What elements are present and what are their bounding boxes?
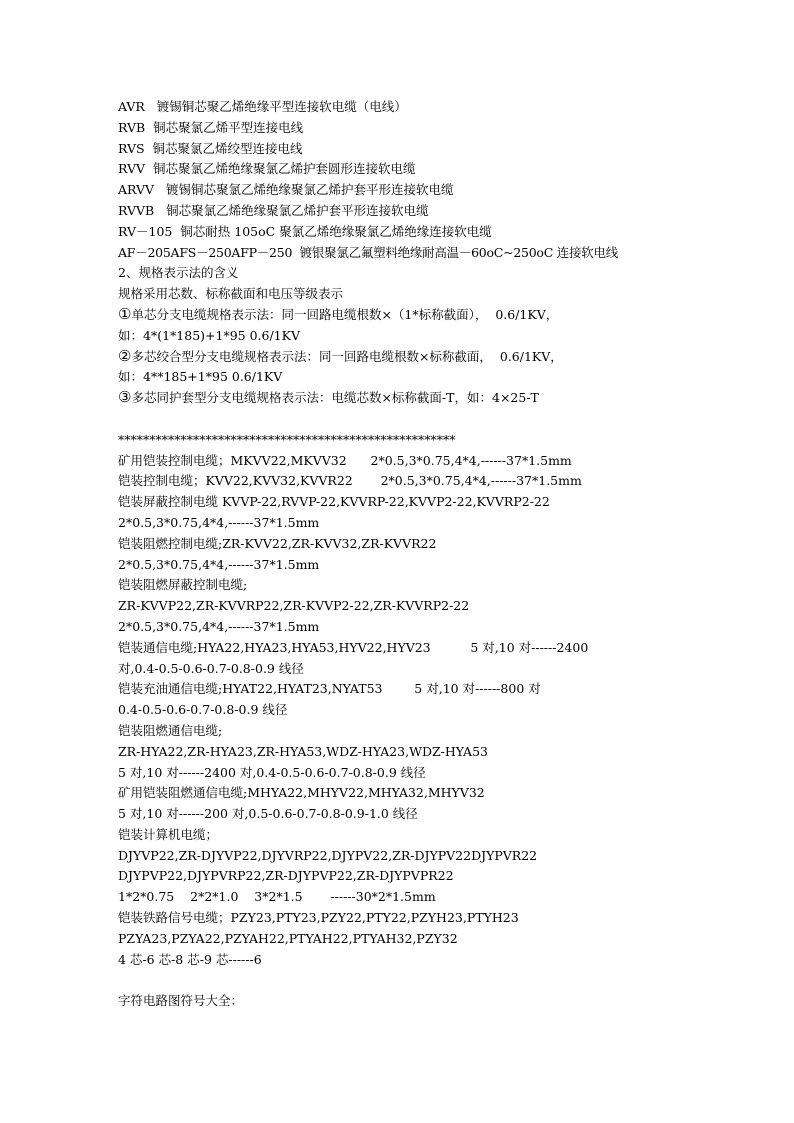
text-line: 铠装计算机电缆； (118, 826, 219, 842)
text-line: 矿用铠装控制电缆；MKVV22,MKVV32 2*0.5,3*0.75,4*4,------37*1.5mm (118, 452, 572, 468)
text-line: AVR 镀锡铜芯聚乙烯绝缘平型连接软电缆（电线） (118, 99, 407, 114)
circled-number-1: ① (118, 304, 132, 323)
text-line: 2*0.5,3*0.75,4*4,------37*1.5mm (118, 514, 320, 530)
text-line: ZR-HYA22,ZR-HYA23,ZR-HYA53,WDZ-HYA23,WDZ-HYA53 (118, 743, 488, 759)
text-line: 4 芯-6 芯-8 芯-9 芯------6 (118, 951, 262, 967)
text-line: RVVB 铜芯聚氯乙烯绝缘聚氯乙烯护套平形连接软电缆 (118, 202, 429, 218)
text-line: 铠装屏蔽控制电缆 KVVP-22,RVVP-22,KVVRP-22,KVVP2-22,KVVRP2-22 (118, 494, 550, 510)
text-line: RVS 铜芯聚氯乙烯绞型连接电线 (118, 140, 303, 156)
text-line: 铠装充油通信电缆;HYAT22,HYAT23,NYAT53 5 对,10 对------800 对 (118, 681, 541, 697)
text-line: DJYPVP22,DJYPVRP22,ZR-DJYPVP22,ZR-DJYPVPR22 (118, 868, 454, 884)
text-line: 5 对,10 对------2400 对,0.4-0.5-0.6-0.7-0.8-0.9 线径 (118, 764, 426, 780)
text-line: 铠装阻燃通信电缆; (118, 722, 223, 738)
text-line: AF－205AFS－250AFP－250 镀银聚氯乙氟塑料绝缘耐高温－60oC~250oC 连接软电线 (118, 244, 618, 260)
text-line: 0.4-0.5-0.6-0.7-0.8-0.9 线径 (118, 702, 288, 718)
text-line: 1*2*0.75 2*2*1.0 3*2*1.5 ------30*2*1.5mm (118, 889, 436, 905)
text-line: DJYVP22,ZR-DJYVP22,DJYVRP22,DJYPV22,ZR-DJYPV22DJYPVR22 (118, 847, 538, 863)
numbered-item (118, 388, 678, 409)
text-line: 铠装阻燃屏蔽控制电缆; (118, 577, 248, 593)
blank-line (118, 970, 678, 991)
section-heading: 2、规格表示法的含义 (118, 265, 239, 281)
separator-line: ****************************************************** (118, 431, 456, 447)
document-body (118, 97, 678, 1012)
item-continuation: 如：4*(1*185)+1*95 0.6/1KV (118, 327, 300, 343)
text-line: 2*0.5,3*0.75,4*4,------37*1.5mm (118, 556, 320, 572)
item-text: 多芯绞合型分支电缆规格表示法：同一回路电缆根数×标称截面， 0.6/1KV， (131, 348, 563, 364)
text-line: RVV 铜芯聚氯乙烯绝缘聚氯乙烯护套圆形连接软电缆 (118, 161, 416, 177)
text-line: 铠装控制电缆；KVV22,KVV32,KVVR22 2*0.5,3*0.75,4*4,------37*1.5mm (118, 473, 582, 489)
text-line: ZR-KVVP22,ZR-KVVRP22,ZR-KVVP2-22,ZR-KVVRP2-22 (118, 598, 470, 614)
text-line: 规格采用芯数、标称截面和电压等级表示 (118, 286, 344, 302)
text-line: ARVV 镀锡铜芯聚氯乙烯绝缘聚氯乙烯护套平形连接软电缆 (118, 182, 454, 198)
circled-number-2: ② (118, 346, 132, 365)
closing-heading: 字符电路图符号大全： (118, 993, 244, 1009)
circled-number-3: ③ (118, 388, 132, 407)
text-line: 铠装通信电缆;HYA22,HYA23,HYA53,HYV22,HYV23 5 对,10 对------2400 (118, 639, 589, 655)
text-line: PZYA23,PZYA22,PZYAH22,PTYAH22,PTYAH32,PZY32 (118, 930, 458, 946)
blank-line (118, 409, 678, 430)
numbered-item (118, 347, 678, 368)
text-line: 5 对,10 对------200 对,0.5-0.6-0.7-0.8-0.9-1.0 线径 (118, 806, 418, 822)
text-line: 铠装铁路信号电缆；PZY23,PTY23,PZY22,PTY22,PZYH23,PTYH23 (118, 910, 519, 926)
text-line: 铠装阻燃控制电缆;ZR-KVV22,ZR-KVV32,ZR-KVVR22 (118, 535, 437, 551)
item-text: 单芯分支电缆规格表示法：同一回路电缆根数×（1*标称截面）， 0.6/1KV， (131, 306, 559, 322)
text-line: 矿用铠装阻燃通信电缆;MHYA22,MHYV22,MHYA32,MHYV32 (118, 785, 485, 801)
text-line: 对,0.4-0.5-0.6-0.7-0.8-0.9 线径 (118, 660, 304, 676)
numbered-item (118, 305, 678, 326)
text-line: RVB 铜芯聚氯乙烯平型连接电线 (118, 119, 304, 135)
item-text: 多芯同护套型分支电缆规格表示法：电缆芯数×标称截面-T，如：4×25-T (131, 390, 539, 406)
item-continuation: 如：4**185+1*95 0.6/1KV (118, 369, 283, 385)
text-line: RV－105 铜芯耐热 105oC 聚氯乙烯绝缘聚氯乙烯绝缘连接软电缆 (118, 223, 492, 239)
text-line: 2*0.5,3*0.75,4*4,------37*1.5mm (118, 618, 320, 634)
